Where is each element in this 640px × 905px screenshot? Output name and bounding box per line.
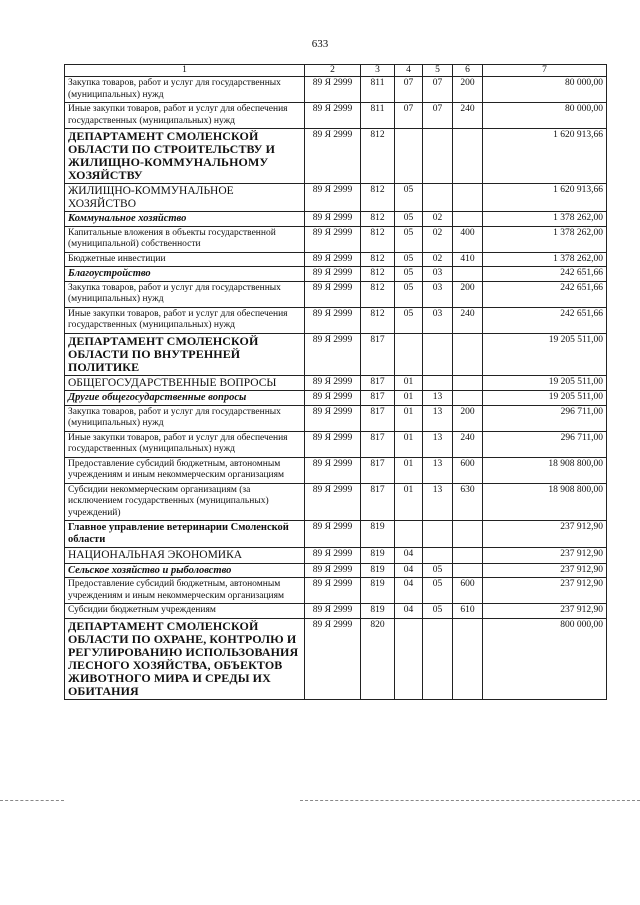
row-section: 05 <box>395 281 423 307</box>
row-section: 07 <box>395 103 423 129</box>
row-name: Капитальные вложения в объекты государственной (муниципальной) собственности <box>65 226 305 252</box>
row-expense-type: 600 <box>453 457 483 483</box>
row-amount: 242 651,66 <box>483 307 607 333</box>
row-name: ДЕПАРТАМЕНТ СМОЛЕНСКОЙ ОБЛАСТИ ПО ВНУТРЕННЕЙ ПОЛИТИКЕ <box>65 333 305 375</box>
row-expense-type <box>453 391 483 406</box>
budget-table <box>64 64 607 700</box>
row-target-code: 89 Я 2999 <box>305 457 361 483</box>
row-department-code: 820 <box>361 618 395 699</box>
row-section: 04 <box>395 563 423 578</box>
row-expense-type <box>453 129 483 184</box>
row-section: 01 <box>395 405 423 431</box>
row-amount: 1 378 262,00 <box>483 252 607 267</box>
table-row <box>65 431 607 457</box>
row-section: 01 <box>395 483 423 521</box>
row-target-code: 89 Я 2999 <box>305 578 361 604</box>
row-subsection <box>423 521 453 548</box>
row-target-code: 89 Я 2999 <box>305 103 361 129</box>
row-subsection: 02 <box>423 226 453 252</box>
row-amount: 18 908 800,00 <box>483 457 607 483</box>
row-section: 01 <box>395 431 423 457</box>
row-expense-type <box>453 521 483 548</box>
row-section: 05 <box>395 212 423 227</box>
row-department-code: 817 <box>361 405 395 431</box>
row-expense-type <box>453 184 483 212</box>
row-section: 04 <box>395 578 423 604</box>
row-subsection <box>423 618 453 699</box>
row-target-code: 89 Я 2999 <box>305 252 361 267</box>
row-name: Субсидии некоммерческим организациям (за исключением государственных (муниципальных) учреждений) <box>65 483 305 521</box>
table-row <box>65 281 607 307</box>
row-target-code: 89 Я 2999 <box>305 184 361 212</box>
row-expense-type: 240 <box>453 103 483 129</box>
row-name: Бюджетные инвестиции <box>65 252 305 267</box>
row-expense-type <box>453 563 483 578</box>
row-amount: 237 912,90 <box>483 563 607 578</box>
row-department-code: 817 <box>361 457 395 483</box>
row-expense-type <box>453 375 483 391</box>
row-subsection: 03 <box>423 267 453 282</box>
row-subsection: 02 <box>423 212 453 227</box>
row-subsection: 03 <box>423 307 453 333</box>
row-amount: 80 000,00 <box>483 103 607 129</box>
row-subsection <box>423 548 453 564</box>
row-department-code: 817 <box>361 333 395 375</box>
row-department-code: 812 <box>361 267 395 282</box>
row-section <box>395 618 423 699</box>
row-name: Сельское хозяйство и рыболовство <box>65 563 305 578</box>
row-amount: 19 205 511,00 <box>483 333 607 375</box>
row-subsection: 13 <box>423 457 453 483</box>
row-amount: 80 000,00 <box>483 77 607 103</box>
row-target-code: 89 Я 2999 <box>305 129 361 184</box>
row-amount: 800 000,00 <box>483 618 607 699</box>
table-body <box>65 77 607 700</box>
row-section: 05 <box>395 307 423 333</box>
header-col-1: 1 <box>65 65 305 77</box>
row-subsection: 13 <box>423 391 453 406</box>
row-name: ДЕПАРТАМЕНТ СМОЛЕНСКОЙ ОБЛАСТИ ПО ОХРАНЕ, КОНТРОЛЮ И РЕГУЛИРОВАНИЮ ИСПОЛЬЗОВАНИЯ ЛЕСНОГО ХОЗЯЙСТВА, ОБЪЕКТОВ ЖИВОТНОГО МИРА И СРЕДЫ ИХ ОБИТАНИЯ <box>65 618 305 699</box>
row-name: Главное управление ветеринарии Смоленской области <box>65 521 305 548</box>
row-department-code: 812 <box>361 212 395 227</box>
row-subsection: 07 <box>423 103 453 129</box>
row-target-code: 89 Я 2999 <box>305 77 361 103</box>
table-row <box>65 333 607 375</box>
row-section: 05 <box>395 252 423 267</box>
row-expense-type: 200 <box>453 77 483 103</box>
row-target-code: 89 Я 2999 <box>305 563 361 578</box>
row-department-code: 819 <box>361 548 395 564</box>
row-target-code: 89 Я 2999 <box>305 548 361 564</box>
row-department-code: 819 <box>361 578 395 604</box>
table-row <box>65 521 607 548</box>
row-department-code: 819 <box>361 521 395 548</box>
row-name: Предоставление субсидий бюджетным, автономным учреждениям и иным некоммерческим организациям <box>65 457 305 483</box>
row-name: Закупка товаров, работ и услуг для государственных (муниципальных) нужд <box>65 77 305 103</box>
row-subsection: 13 <box>423 405 453 431</box>
row-name: Иные закупки товаров, работ и услуг для обеспечения государственных (муниципальных) нужд <box>65 431 305 457</box>
row-subsection: 05 <box>423 563 453 578</box>
row-expense-type <box>453 267 483 282</box>
table-row <box>65 391 607 406</box>
row-section: 05 <box>395 184 423 212</box>
row-name: ОБЩЕГОСУДАРСТВЕННЫЕ ВОПРОСЫ <box>65 375 305 391</box>
row-section: 01 <box>395 457 423 483</box>
row-target-code: 89 Я 2999 <box>305 333 361 375</box>
row-name: Иные закупки товаров, работ и услуг для обеспечения государственных (муниципальных) нужд <box>65 307 305 333</box>
row-expense-type: 200 <box>453 405 483 431</box>
scan-artifact-line <box>0 800 64 802</box>
row-section: 04 <box>395 548 423 564</box>
row-target-code: 89 Я 2999 <box>305 267 361 282</box>
table-row <box>65 212 607 227</box>
table-row <box>65 307 607 333</box>
row-name: Другие общегосударственные вопросы <box>65 391 305 406</box>
row-department-code: 817 <box>361 483 395 521</box>
table-row <box>65 252 607 267</box>
table-row <box>65 483 607 521</box>
table-row <box>65 604 607 619</box>
row-department-code: 812 <box>361 252 395 267</box>
row-target-code: 89 Я 2999 <box>305 281 361 307</box>
row-name: Закупка товаров, работ и услуг для государственных (муниципальных) нужд <box>65 405 305 431</box>
header-col-5: 5 <box>423 65 453 77</box>
row-department-code: 819 <box>361 563 395 578</box>
row-expense-type: 400 <box>453 226 483 252</box>
table-row <box>65 129 607 184</box>
row-expense-type <box>453 548 483 564</box>
row-expense-type <box>453 333 483 375</box>
row-department-code: 812 <box>361 307 395 333</box>
row-subsection: 03 <box>423 281 453 307</box>
table-row <box>65 548 607 564</box>
table-row <box>65 405 607 431</box>
row-section <box>395 521 423 548</box>
row-subsection: 05 <box>423 578 453 604</box>
row-subsection <box>423 375 453 391</box>
row-name: Коммунальное хозяйство <box>65 212 305 227</box>
row-subsection <box>423 129 453 184</box>
row-expense-type: 240 <box>453 307 483 333</box>
row-target-code: 89 Я 2999 <box>305 307 361 333</box>
table-row <box>65 375 607 391</box>
row-amount: 237 912,90 <box>483 521 607 548</box>
row-subsection: 05 <box>423 604 453 619</box>
row-target-code: 89 Я 2999 <box>305 604 361 619</box>
row-expense-type: 410 <box>453 252 483 267</box>
row-amount: 1 378 262,00 <box>483 212 607 227</box>
header-col-4: 4 <box>395 65 423 77</box>
row-expense-type: 600 <box>453 578 483 604</box>
row-amount: 19 205 511,00 <box>483 391 607 406</box>
row-amount: 19 205 511,00 <box>483 375 607 391</box>
header-col-3: 3 <box>361 65 395 77</box>
row-section: 07 <box>395 77 423 103</box>
row-amount: 237 912,90 <box>483 548 607 564</box>
row-target-code: 89 Я 2999 <box>305 483 361 521</box>
row-amount: 1 620 913,66 <box>483 184 607 212</box>
row-department-code: 812 <box>361 281 395 307</box>
table-row <box>65 267 607 282</box>
row-expense-type: 240 <box>453 431 483 457</box>
row-amount: 1 378 262,00 <box>483 226 607 252</box>
row-target-code: 89 Я 2999 <box>305 521 361 548</box>
row-name: Иные закупки товаров, работ и услуг для обеспечения государственных (муниципальных) нужд <box>65 103 305 129</box>
row-amount: 296 711,00 <box>483 405 607 431</box>
table-row <box>65 618 607 699</box>
row-department-code: 812 <box>361 226 395 252</box>
row-subsection <box>423 184 453 212</box>
row-target-code: 89 Я 2999 <box>305 618 361 699</box>
row-section <box>395 129 423 184</box>
row-section: 04 <box>395 604 423 619</box>
table-row <box>65 563 607 578</box>
row-expense-type: 200 <box>453 281 483 307</box>
row-department-code: 819 <box>361 604 395 619</box>
row-name: Благоустройство <box>65 267 305 282</box>
row-target-code: 89 Я 2999 <box>305 431 361 457</box>
row-amount: 237 912,90 <box>483 604 607 619</box>
row-name: Субсидии бюджетным учреждениям <box>65 604 305 619</box>
row-expense-type: 630 <box>453 483 483 521</box>
row-section: 05 <box>395 226 423 252</box>
page-number: 633 <box>311 38 329 50</box>
table-row <box>65 578 607 604</box>
row-department-code: 817 <box>361 391 395 406</box>
scan-artifact-line <box>300 800 640 802</box>
row-subsection: 13 <box>423 431 453 457</box>
header-col-2: 2 <box>305 65 361 77</box>
row-amount: 242 651,66 <box>483 267 607 282</box>
row-department-code: 811 <box>361 77 395 103</box>
row-amount: 1 620 913,66 <box>483 129 607 184</box>
row-name: Предоставление субсидий бюджетным, автономным учреждениям и иным некоммерческим организациям <box>65 578 305 604</box>
header-col-6: 6 <box>453 65 483 77</box>
header-col-7: 7 <box>483 65 607 77</box>
row-target-code: 89 Я 2999 <box>305 405 361 431</box>
row-name: ДЕПАРТАМЕНТ СМОЛЕНСКОЙ ОБЛАСТИ ПО СТРОИТЕЛЬСТВУ И ЖИЛИЩНО-КОММУНАЛЬНОМУ ХОЗЯЙСТВУ <box>65 129 305 184</box>
table-row <box>65 184 607 212</box>
table-header-row <box>65 65 607 77</box>
row-department-code: 817 <box>361 375 395 391</box>
row-amount: 237 912,90 <box>483 578 607 604</box>
row-subsection: 02 <box>423 252 453 267</box>
row-amount: 296 711,00 <box>483 431 607 457</box>
row-name: НАЦИОНАЛЬНАЯ ЭКОНОМИКА <box>65 548 305 564</box>
row-section: 05 <box>395 267 423 282</box>
row-subsection: 13 <box>423 483 453 521</box>
row-amount: 18 908 800,00 <box>483 483 607 521</box>
row-section <box>395 333 423 375</box>
row-department-code: 817 <box>361 431 395 457</box>
row-expense-type <box>453 618 483 699</box>
row-section: 01 <box>395 375 423 391</box>
row-target-code: 89 Я 2999 <box>305 212 361 227</box>
row-section: 01 <box>395 391 423 406</box>
row-target-code: 89 Я 2999 <box>305 226 361 252</box>
row-subsection: 07 <box>423 77 453 103</box>
table-row <box>65 103 607 129</box>
row-department-code: 811 <box>361 103 395 129</box>
row-department-code: 812 <box>361 129 395 184</box>
row-target-code: 89 Я 2999 <box>305 375 361 391</box>
row-name: Закупка товаров, работ и услуг для государственных (муниципальных) нужд <box>65 281 305 307</box>
table-row <box>65 77 607 103</box>
row-name: ЖИЛИЩНО-КОММУНАЛЬНОЕ ХОЗЯЙСТВО <box>65 184 305 212</box>
row-expense-type: 610 <box>453 604 483 619</box>
table-row <box>65 457 607 483</box>
row-department-code: 812 <box>361 184 395 212</box>
row-expense-type <box>453 212 483 227</box>
table-row <box>65 226 607 252</box>
row-subsection <box>423 333 453 375</box>
row-target-code: 89 Я 2999 <box>305 391 361 406</box>
row-amount: 242 651,66 <box>483 281 607 307</box>
